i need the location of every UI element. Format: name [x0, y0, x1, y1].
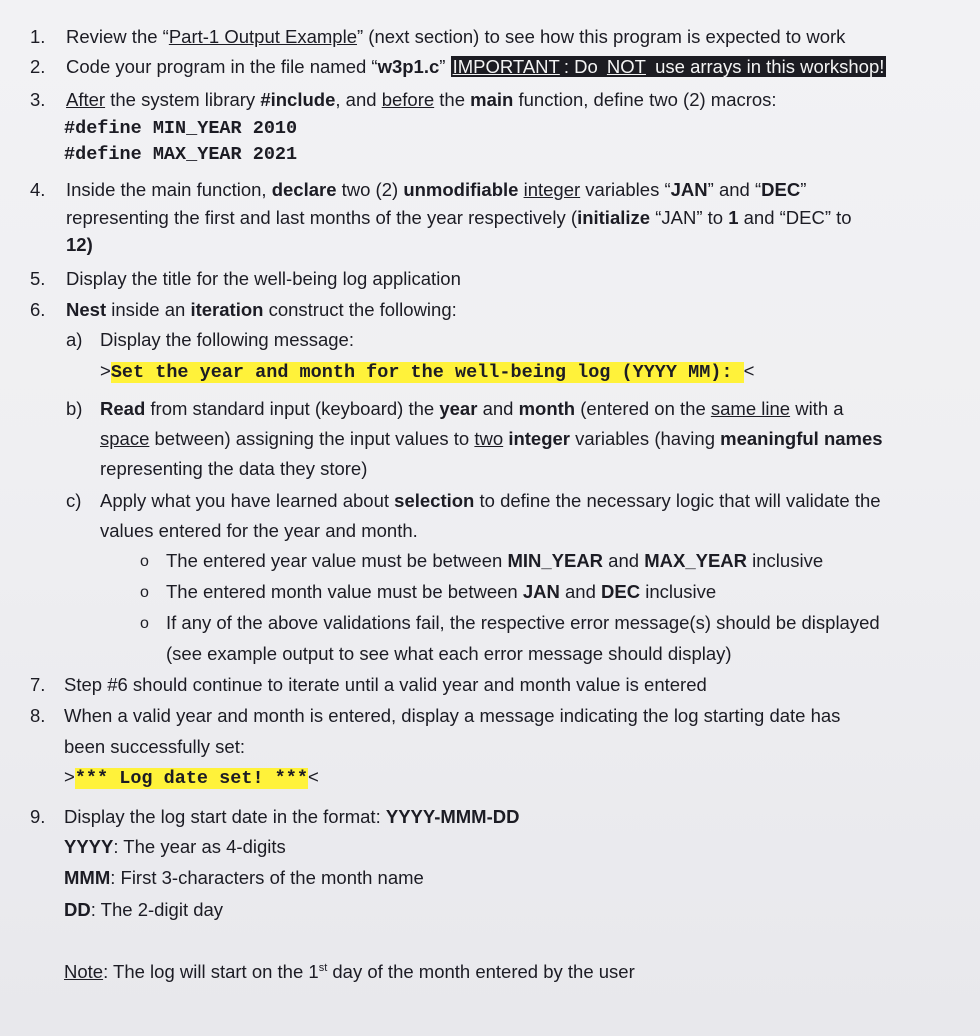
text-run: Code your program in the file named “ [66, 56, 378, 77]
text-run: between) assigning the input values to [149, 428, 475, 449]
text-run: : First 3-characters of the month name [110, 867, 424, 888]
text-run: and [603, 550, 645, 571]
item-number: 9. [30, 806, 46, 827]
bullet-error-messages [166, 608, 880, 638]
text-run: variables (having [570, 428, 721, 449]
text-run: meaningful names [720, 428, 883, 449]
item-4-continuation-1 [66, 203, 852, 233]
text-run: ” (next section) to see how this program is expected to work [357, 26, 846, 47]
text-run: construct the following: [263, 299, 457, 320]
format-dd [64, 895, 223, 925]
text-run: variables “ [580, 179, 671, 200]
text-run: ” [800, 179, 807, 200]
text-run: Part-1 Output Example [168, 26, 357, 47]
text-run: year [439, 398, 478, 419]
text-run: < [743, 360, 755, 381]
text-run: and “DEC” to [738, 207, 852, 228]
item-number: 5. [30, 268, 46, 289]
text-run: declare [271, 179, 337, 200]
item-number: 8. [30, 705, 46, 726]
text-run: Nest [66, 299, 107, 320]
text-run: w3p1.c [377, 56, 440, 77]
item-6a-display-message [100, 325, 354, 355]
item-number: c) [66, 490, 82, 511]
text-run: Apply what you have learned about [100, 490, 395, 511]
text-run: Read [100, 398, 146, 419]
item-number: 4. [30, 179, 46, 200]
bullet-marker: o [140, 553, 149, 570]
text-run: Display the following message: [100, 329, 354, 350]
text-run: ” and “ [707, 179, 762, 200]
text-run: two (2) [336, 179, 404, 200]
text-run: Display the log start date in the format: [64, 806, 386, 827]
text-run: When a valid year and month is entered, display a message indicating the log starting date has [64, 705, 841, 726]
text-run: been successfully set: [64, 736, 245, 757]
text-run: Inside the main function, [66, 179, 272, 200]
item-6-iteration [66, 295, 457, 325]
text-run: representing the first and last months of the year respectively ( [66, 207, 578, 228]
text-run: iteration [190, 299, 264, 320]
text-run: > [100, 360, 111, 381]
text-run: inside an [106, 299, 191, 320]
text-run: IMPORTANT [452, 56, 560, 77]
text-run: inclusive [747, 550, 824, 571]
item-6c-validation [100, 486, 881, 516]
text-run: (see example output to see what each error message should display) [166, 643, 732, 664]
text-run: the [434, 89, 471, 110]
text-run: unmodifiable [403, 179, 519, 200]
text-run: DEC [601, 581, 641, 602]
text-run: space [100, 428, 150, 449]
text-run: day of the month entered by the user [327, 961, 635, 982]
text-run: NOT [606, 56, 646, 77]
text-run: “JAN” to [650, 207, 729, 228]
text-run: : The 2-digit day [90, 899, 224, 920]
item-number: 7. [30, 674, 46, 695]
text-run: #include [260, 89, 336, 110]
item-number: a) [66, 329, 83, 350]
text-run: main [470, 89, 514, 110]
item-6c-continuation [100, 516, 418, 546]
item-number: 1. [30, 26, 46, 47]
text-run: YYYY [64, 836, 114, 857]
macro-max-year [64, 138, 297, 170]
text-run: DD [64, 899, 91, 920]
text-run: selection [394, 490, 475, 511]
text-run: use arrays in this workshop! [649, 56, 885, 77]
text-run: the system library [105, 89, 261, 110]
text-run: JAN [522, 581, 560, 602]
bullet-month-range [166, 577, 716, 607]
text-run: Display the title for the well-being log application [66, 268, 461, 289]
item-4-declare-constants [66, 175, 806, 205]
item-number: 3. [30, 89, 46, 110]
prompt-message-example [100, 356, 754, 388]
format-mmm [64, 863, 424, 893]
item-number: 2. [30, 56, 46, 77]
text-run: , and [335, 89, 382, 110]
text-run: If any of the above validations fail, the respective error message(s) should be displayed [166, 612, 880, 633]
text-run: Step #6 should continue to iterate until a valid year and month value is entered [64, 674, 707, 695]
text-run: two [474, 428, 504, 449]
text-run: values entered for the year and month. [100, 520, 418, 541]
item-8-continuation [64, 732, 245, 762]
text-run: integer [508, 428, 570, 449]
note-start-day [64, 957, 635, 987]
text-run: The entered year value must be between [166, 550, 508, 571]
item-3-define-macros [66, 85, 777, 115]
item-8-log-date-set [64, 701, 840, 731]
text-run: from standard input (keyboard) the [145, 398, 440, 419]
text-run: and [477, 398, 519, 419]
item-1-review-output [66, 22, 845, 52]
item-9-date-format [64, 802, 519, 832]
text-run: ” [439, 56, 451, 77]
text-run: function, define two (2) macros: [513, 89, 777, 110]
item-6b-read-input [100, 394, 844, 424]
log-date-set-example [64, 762, 319, 794]
text-run: 1 [728, 207, 739, 228]
text-run: same line [710, 398, 791, 419]
text-run: The entered month value must be between [166, 581, 523, 602]
text-run: inclusive [640, 581, 717, 602]
text-run: Set the year and month for the well-being log (YYYY MM): [110, 362, 744, 383]
text-run: and [559, 581, 602, 602]
text-run: st [318, 962, 328, 974]
item-6b-continuation-2 [100, 454, 367, 484]
text-run: : The log will start on the 1 [103, 961, 319, 982]
text-run: before [381, 89, 435, 110]
text-run: After [66, 89, 106, 110]
text-run: Review the “ [66, 26, 169, 47]
item-4-continuation-2 [66, 230, 93, 260]
text-run: Note [64, 961, 104, 982]
text-run: < [307, 766, 319, 787]
text-run: : The year as 4-digits [113, 836, 286, 857]
text-run: #define MAX_YEAR 2021 [64, 144, 298, 165]
text-run: integer [523, 179, 581, 200]
item-7-iterate [64, 670, 707, 700]
item-number: 6. [30, 299, 46, 320]
text-run: *** Log date set! *** [74, 768, 308, 789]
text-run: > [64, 766, 75, 787]
text-run: MMM [64, 867, 111, 888]
item-5-display-title [66, 264, 461, 294]
text-run: JAN [670, 179, 708, 200]
text-run: month [518, 398, 576, 419]
text-run: initialize [577, 207, 651, 228]
bullet-year-range [166, 546, 823, 576]
text-run: 12) [66, 234, 93, 255]
bullet-marker: o [140, 584, 149, 601]
format-yyyy [64, 832, 286, 862]
text-run: MAX_YEAR [644, 550, 748, 571]
text-run: MIN_YEAR [507, 550, 604, 571]
item-6b-continuation-1 [100, 424, 883, 454]
text-run: #define MIN_YEAR 2010 [64, 118, 298, 139]
text-run: YYYY-MMM-DD [385, 806, 520, 827]
text-run: DEC [761, 179, 801, 200]
text-run: representing the data they store) [100, 458, 368, 479]
bullet-error-continuation [166, 639, 732, 669]
text-run: to define the necessary logic that will validate the [474, 490, 881, 511]
item-2-code-file [66, 52, 886, 82]
bullet-marker: o [140, 615, 149, 632]
item-number: b) [66, 398, 83, 419]
text-run: with a [790, 398, 844, 419]
text-run: : Do [563, 56, 603, 77]
text-run: (entered on the [575, 398, 711, 419]
